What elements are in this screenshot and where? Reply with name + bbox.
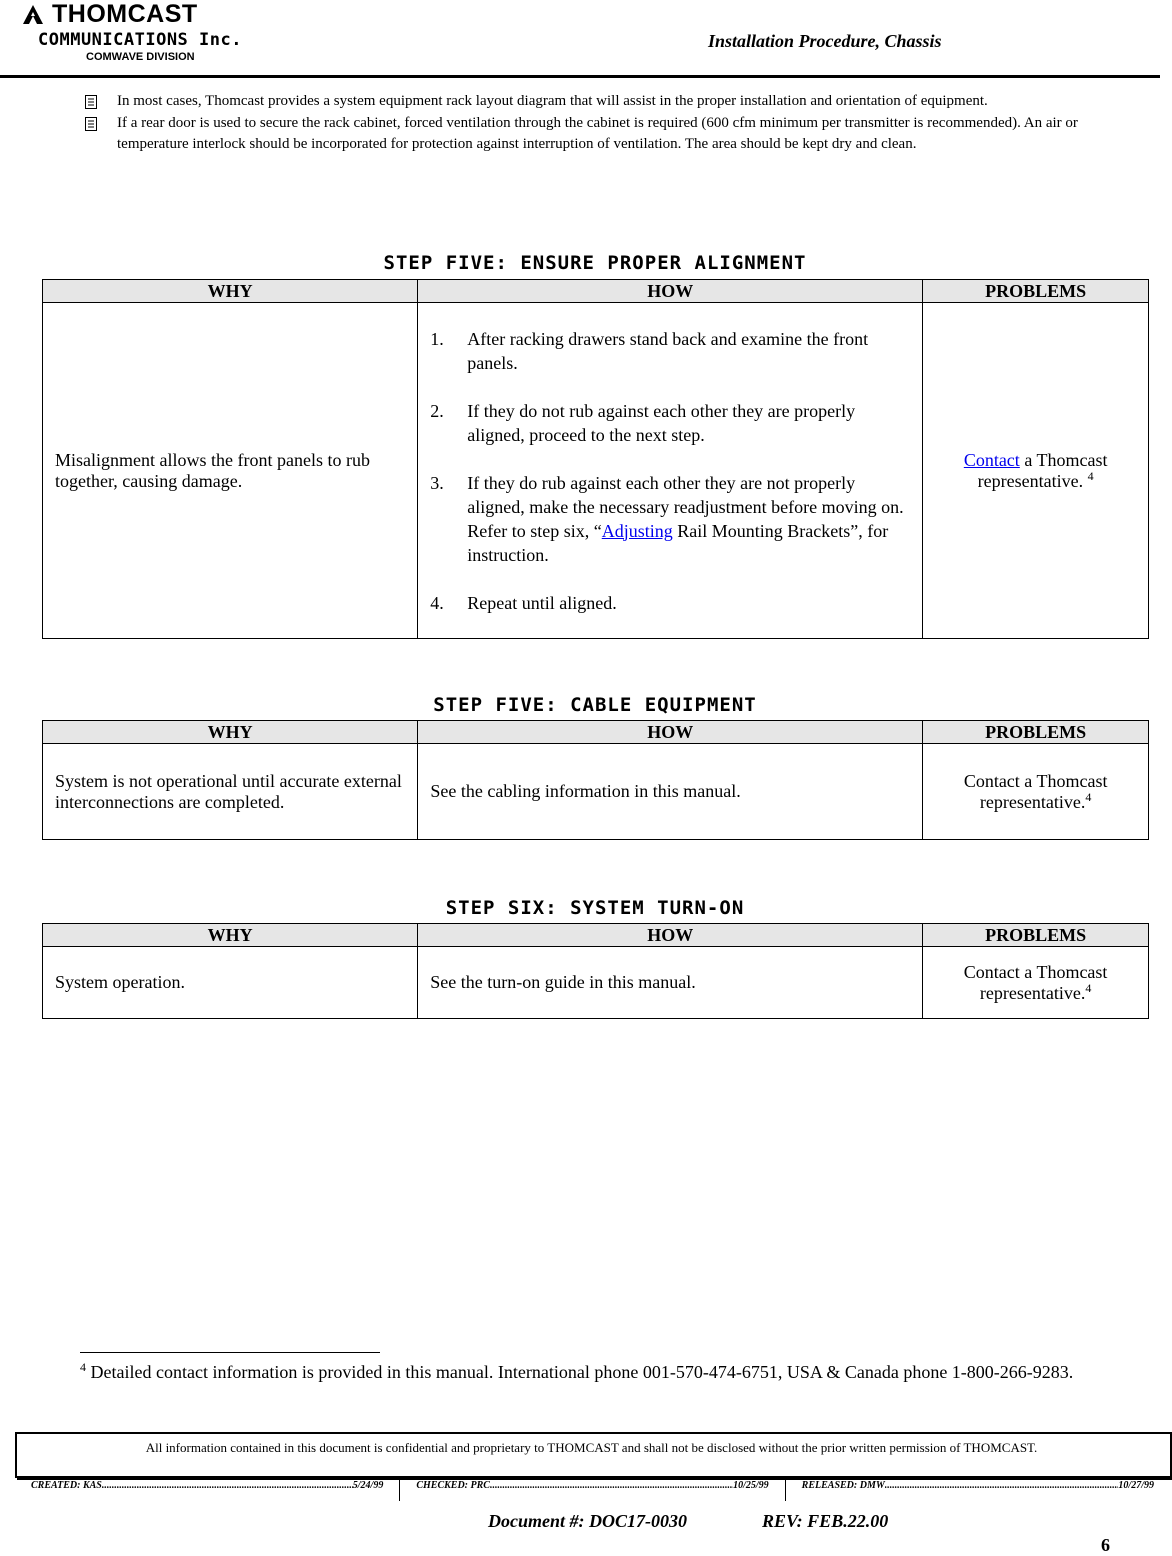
- created-label: CREATED: KAS: [31, 1480, 102, 1491]
- step-text: Repeat until aligned.: [467, 592, 617, 613]
- cable-table: [42, 720, 1149, 840]
- table-row: [43, 744, 1149, 840]
- checked-date: 10/25/99: [733, 1480, 769, 1491]
- footnote-ref[interactable]: 4: [1085, 789, 1092, 804]
- problems-cell: [923, 303, 1149, 639]
- column-header-problems: PROBLEMS: [923, 721, 1149, 744]
- created-cell: [15, 1476, 400, 1501]
- column-header-why: WHY: [43, 280, 418, 303]
- column-header-how: HOW: [418, 280, 923, 303]
- footnote: [80, 1360, 1120, 1384]
- table-header-row: [43, 924, 1149, 947]
- intro-bullet-list: [85, 91, 1115, 156]
- bullet-text: In most cases, Thomcast provides a system equipment rack layout diagram that will assist in the proper installation and orientation of equipment.: [117, 93, 988, 109]
- step-number: 3.: [430, 472, 444, 493]
- problems-text: Contact a Thomcast representative.: [963, 770, 1108, 812]
- footnote-marker: 4: [80, 1360, 86, 1374]
- company-logo: [22, 0, 198, 29]
- step-number: 2.: [430, 400, 444, 421]
- column-header-problems: PROBLEMS: [923, 280, 1149, 303]
- table-row: [43, 947, 1149, 1019]
- table-header-row: [43, 721, 1149, 744]
- how-step: [430, 327, 910, 375]
- bullet-text: If a rear door is used to secure the rack cabinet, forced ventilation through the cabinet is required (600 cfm minimum per transmitter is recommended). An air or temperature interlock should be incorporated for protection against interruption of ventilation. The area should be kept dry and clean.: [117, 115, 1078, 152]
- adjusting-link[interactable]: Adjusting: [601, 520, 673, 541]
- division-name: COMWAVE DIVISION: [86, 51, 195, 63]
- alignment-table: [42, 279, 1149, 639]
- column-header-how: HOW: [418, 721, 923, 744]
- bullet-item: [85, 91, 1115, 112]
- contact-link[interactable]: Contact: [963, 449, 1020, 470]
- why-cell: Misalignment allows the front panels to rub together, causing damage.: [43, 303, 418, 639]
- released-cell: [786, 1476, 1170, 1501]
- released-date: 10/27/99: [1118, 1480, 1154, 1491]
- footnote-text: Detailed contact information is provided in this manual. International phone 001-570-474-6751, USA & Canada phone 1-800-266-9283.: [86, 1362, 1074, 1382]
- problems-cell: [923, 744, 1149, 840]
- checked-cell: [400, 1476, 785, 1501]
- how-cell: [418, 303, 923, 639]
- column-header-how: HOW: [418, 924, 923, 947]
- column-header-problems: PROBLEMS: [923, 924, 1149, 947]
- footnote-ref[interactable]: 4: [1085, 980, 1092, 995]
- company-name-line2: COMMUNICATIONS Inc.: [38, 30, 242, 50]
- thomcast-logo-icon: [22, 4, 44, 26]
- step-number: 4.: [430, 592, 444, 613]
- how-cell: See the cabling information in this manual.: [418, 744, 923, 840]
- problems-cell: [923, 947, 1149, 1019]
- page-number: 6: [1101, 1535, 1110, 1555]
- problems-text: Contact a Thomcast representative.: [963, 961, 1108, 1003]
- how-step: [430, 591, 910, 615]
- table-row: [43, 303, 1149, 639]
- why-cell: System is not operational until accurate external interconnections are completed.: [43, 744, 418, 840]
- why-cell: System operation.: [43, 947, 418, 1019]
- how-steps-list: [430, 327, 910, 615]
- approval-row: [15, 1476, 1170, 1501]
- note-bullet-icon: [85, 113, 117, 155]
- revision: REV: FEB.22.00: [762, 1511, 889, 1531]
- bullet-item: [85, 113, 1115, 155]
- table-header-row: [43, 280, 1149, 303]
- how-step: [430, 471, 910, 567]
- step-text-part: If they do rub against each other they are not properly aligned, make the necessary readjustment before moving on. Refer to step six, “: [467, 472, 904, 541]
- step-number: 1.: [430, 328, 444, 349]
- released-label: RELEASED: DMW: [801, 1480, 885, 1491]
- column-header-why: WHY: [43, 924, 418, 947]
- how-cell: See the turn-on guide in this manual.: [418, 947, 923, 1019]
- turn-on-table: [42, 923, 1149, 1019]
- column-header-why: WHY: [43, 721, 418, 744]
- confidentiality-notice: All information contained in this document is confidential and proprietary to THOMCAST and shall not be disclosed without the prior written permission of THOMCAST.: [145, 1440, 1038, 1455]
- footnote-ref[interactable]: 4: [1087, 468, 1094, 483]
- section-heading-cable: STEP FIVE: CABLE EQUIPMENT: [433, 694, 757, 716]
- how-step: [430, 399, 910, 447]
- step-text: [467, 471, 910, 567]
- document-number: Document #: DOC17-0030: [488, 1511, 687, 1531]
- footnote-divider: [80, 1352, 380, 1353]
- step-text-part: Rail Mounting Brackets”, for instruction.: [467, 520, 889, 565]
- note-bullet-icon: [85, 91, 117, 112]
- document-title: Installation Procedure, Chassis: [708, 31, 942, 51]
- section-heading-turn-on: STEP SIX: SYSTEM TURN-ON: [445, 897, 745, 919]
- header-divider: [0, 75, 1160, 78]
- checked-label: CHECKED: PRC: [416, 1480, 490, 1491]
- step-text: If they do not rub against each other they are properly aligned, proceed to the next step.: [467, 400, 856, 445]
- step-text: After racking drawers stand back and examine the front panels.: [467, 328, 869, 373]
- section-heading-alignment: STEP FIVE: ENSURE PROPER ALIGNMENT: [383, 252, 807, 274]
- problems-text: a Thomcast representative.: [977, 449, 1108, 491]
- company-name: THOMCAST: [52, 0, 198, 28]
- created-date: 5/24/99: [352, 1480, 384, 1491]
